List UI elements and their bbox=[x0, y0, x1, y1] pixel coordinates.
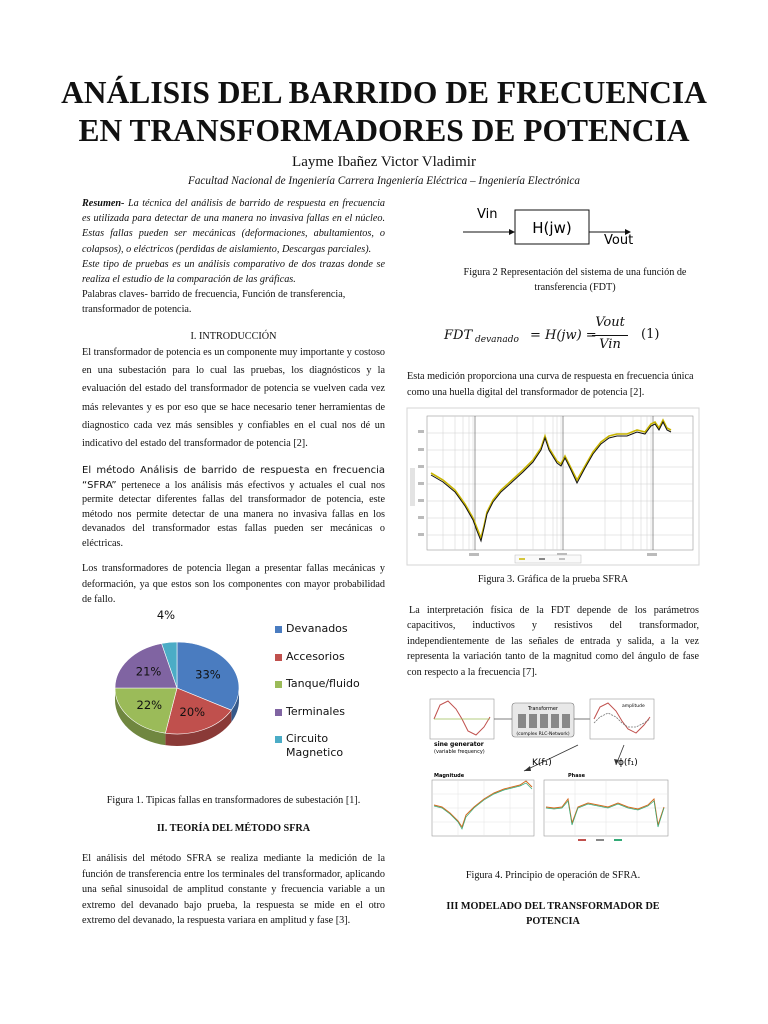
fig3-sfra-plot bbox=[407, 408, 699, 565]
abstract-p1: La técnica del análisis de barrido de respuesta en frecuencia es utilizada para detectar de una manera no invasiva fallas en el núcleo. Estas fallas pueden ser mecánicas (deformaciones, abultamientos, o colapsos), o eléctricos (perdidas de aislamiento, Descargas parciales). bbox=[82, 198, 385, 255]
transfer-block-label: H(jw) bbox=[532, 219, 572, 237]
affiliation: Facultad Nacional de Ingeniería Carrera Ingeniería Eléctrica – Ingeniería Electrónica bbox=[188, 175, 580, 187]
output-label: amplitude bbox=[622, 704, 645, 709]
fig1-caption: Figura 1. Tipicas fallas en transformadores de subestación [1]. bbox=[106, 795, 361, 806]
legend-label-0: Devanados bbox=[286, 622, 348, 635]
eq-lhs: FDT bbox=[444, 328, 473, 343]
sine-generator-label: sine generator bbox=[434, 741, 484, 748]
fig2-diagram bbox=[455, 200, 655, 250]
legend-label-3: Terminales bbox=[286, 705, 345, 718]
abstract bbox=[82, 196, 385, 318]
pie-label-0: 33% bbox=[195, 667, 221, 682]
arrow-to-k-head bbox=[524, 766, 531, 771]
legend-label-1: Accesorios bbox=[286, 650, 345, 663]
sine-generator-sub: (variable frequency) bbox=[434, 749, 485, 755]
pie-label-3: 21% bbox=[135, 664, 162, 679]
theory-heading: II. TEORÍA DEL MÉTODO SFRA bbox=[156, 823, 311, 834]
intro-p2-body: pertenece a los análisis más efectivos y actuales el cual nos permite detectar diferentes fallas del transformador de potencia, este método nos permite detectar de una manera no invasiva fallas en los devanados del transformador estas fallas pueden ser mecánicas o eléctricas. bbox=[82, 479, 386, 549]
legend-label-4: Circuito Magnetico bbox=[286, 732, 344, 759]
eq-mid: = H(jw) = bbox=[530, 328, 597, 343]
legend-swatch-0 bbox=[275, 626, 282, 633]
keywords: Palabras claves- barrido de frecuencia, Función de transferencia, transformador de potencia. bbox=[82, 289, 346, 316]
legend-item-terminales bbox=[275, 705, 356, 719]
paper-title bbox=[0, 74, 768, 150]
equation-1 bbox=[444, 315, 704, 358]
plot-legend bbox=[515, 555, 581, 563]
vout-label: Vout bbox=[604, 233, 634, 248]
intro-p1: El transformador de potencia es un componente muy importante y costoso en una subestación para lo cual las pruebas, los diagnósticos y la evaluación del estado del transformador de potencia se vuelven cada vez más relevantes y es por eso que se hace necesario tener herramientas de diagnostico cada vez más sensibles y confiables en el cual nos dé un indicativo del estado del transformador de potencia [2]. bbox=[82, 347, 385, 450]
para-fdt: Esta medición proporciona una curva de respuesta en frecuencia única como una huella digital del transformador de potencia [2]. bbox=[407, 371, 694, 398]
title-line-1: ANÁLISIS DEL BARRIDO DE FRECUENCIA bbox=[61, 75, 707, 110]
eq-sub: devanado bbox=[475, 335, 519, 345]
section3-heading bbox=[407, 899, 699, 929]
intro-p2 bbox=[82, 464, 385, 552]
phase-legend bbox=[578, 839, 622, 841]
fig4-sfra-principle bbox=[428, 695, 690, 845]
legend-swatch-3 bbox=[275, 709, 282, 716]
plot-ylabel bbox=[410, 468, 415, 506]
legend-swatch-4 bbox=[275, 736, 282, 743]
fig4-caption: Figura 4. Principio de operación de SFRA. bbox=[465, 870, 641, 881]
intro-p2-lead: El método Análisis de barrido de respuesta en frecuencia “SFRA” bbox=[82, 465, 385, 491]
eq-number: (1) bbox=[641, 327, 660, 342]
author: Layme Ibañez Victor Vladimir bbox=[292, 154, 476, 170]
legend-swatch-2 bbox=[275, 681, 282, 688]
title-line-2: EN TRANSFORMADORES DE POTENCIA bbox=[78, 113, 690, 148]
abstract-label: Resumen- bbox=[82, 198, 125, 209]
transformer-coils bbox=[518, 714, 570, 728]
intro-heading: I. INTRODUCCIÓN bbox=[190, 331, 277, 342]
section3-line2: POTENCIA bbox=[526, 916, 580, 927]
k-label: K(f₁) bbox=[532, 758, 552, 768]
magnitude-title: Magnitude bbox=[434, 773, 465, 779]
legend-item-tanque-fluido bbox=[275, 677, 360, 691]
intro-p3: Los transformadores de potencia llegan a presentar fallas mecánicas y deformación, ya que estos son los componentes con mayor probabilidad de fallo. bbox=[82, 563, 385, 605]
pie-label-1: 20% bbox=[179, 705, 206, 720]
input-arrowhead bbox=[509, 229, 515, 235]
theory-p1: El análisis del método SFRA se realiza mediante la medición de la función de transferencia entre los terminales del transformador, aplicando una señal sinusoidal de amplitud constante y frecuencia variable a un extremo del devanado bajo prueba, la respuesta se mide en el otro extremo del devanado, la respuesta variara en amplitud y fase [3]. bbox=[82, 853, 385, 927]
eq-fraction-bar bbox=[592, 335, 628, 336]
legend-item-circuito-magnetico bbox=[275, 732, 356, 760]
network-label: (complex RLC-Network) bbox=[516, 732, 570, 737]
legend-label-2: Tanque/fluido bbox=[286, 677, 360, 690]
phi-label: ϕ(f₁) bbox=[618, 758, 638, 768]
eq-den: Vin bbox=[599, 337, 621, 352]
pie-label-2: 22% bbox=[136, 698, 163, 713]
vin-label: Vin bbox=[477, 207, 498, 222]
section3-line1: III MODELADO DEL TRANSFORMADOR DE bbox=[446, 901, 660, 912]
abstract-p2: Este tipo de pruebas es un análisis comparativo de dos trazas donde se realiza el estudio de la comparación de las gráficas. bbox=[82, 258, 385, 286]
fig2-caption: Figura 2 Representación del sistema de una función de transferencia (FDT) bbox=[463, 267, 687, 293]
legend-item-accesorios bbox=[275, 650, 356, 664]
pie-label-4: 4% bbox=[156, 608, 176, 623]
fig3-caption: Figura 3. Gráfica de la prueba SFRA bbox=[477, 574, 629, 585]
transformer-label: Transformer bbox=[527, 706, 559, 712]
legend-item-devanados bbox=[275, 622, 356, 636]
phase-title: Phase bbox=[568, 773, 585, 779]
para-interp: La interpretación física de la FDT depende de los parámetros capacitivos, inductivos y resistivos del transformador, independientemente de las señales de entrada y salida, a la vez representa la variación tanto de la magnitud como del ángulo de fase con respecto a la frecuencia [7]. bbox=[407, 605, 699, 678]
eq-num: Vout bbox=[595, 315, 625, 330]
legend-swatch-1 bbox=[275, 654, 282, 661]
pie-chart bbox=[82, 608, 272, 776]
